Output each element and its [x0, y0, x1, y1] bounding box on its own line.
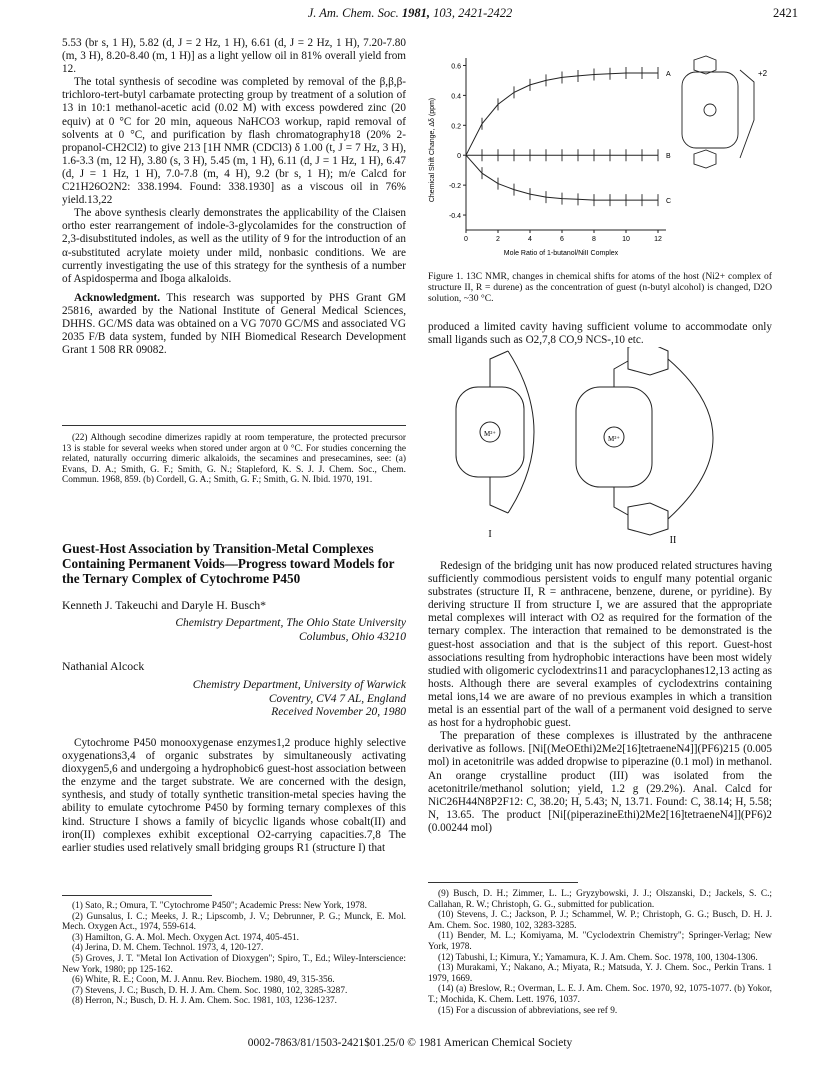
series-label: C	[666, 198, 672, 206]
acknowledgment-heading: Acknowledgment.	[74, 291, 161, 304]
y-tick-label: 0	[457, 153, 461, 161]
series-label: A	[666, 70, 671, 78]
linker-top	[614, 361, 628, 387]
footnote: (2) Gunsalus, I. C.; Meeks, J. R.; Lipscomb, J. V.; Debrunner, P. G.; Munck, E. Mol. Mech. Oxygen Act., 1974, 559-614.	[62, 911, 406, 933]
footnote: (22) Although secodine dimerizes rapidly at room temperature, the protected precursor 13 is stable for several weeks when stored under argon at 0 °C. For studies concerning the related, naturally occurring dimeric alkaloids, the secamines and presecamines, see: (a) Evans, D. A.; Smith, G. F.; Smith, G. N.; Stapleford, K. S. J. J. Chem. Soc., Chem. Commun. 1968, 859. (b) Cordell, G. A.; Smith, G. F.; Smith, G. N. Ibid. 1970, 191.	[62, 433, 406, 486]
macrocycle-ring	[682, 72, 738, 148]
footnote: (6) White, R. E.; Coon, M. J. Annu. Rev. Biochem. 1980, 49, 315-356.	[72, 975, 335, 986]
paragraph: Cytochrome P450 monooxygenase enzymes1,2 produce highly selective oxygenations3,4 of organic substrates by simultaneously activating dioxygen5,6 and undergoing a hydrophobic6 guest-host association between the enzyme and the target substrate. We are concerned with the design, synthesis, and study of totally synthetic transition-metal species having the ability to emulate cytochrome P450 by forming ternary complexes of this kind. Structure I shows a family of bicyclic ligands whose cobalt(II) and iron(II) complexes exhibit exceptional O2-carrying capacities.7,8 The earlier studies used relatively small bridging groups R1 (structure I) that	[62, 737, 406, 854]
nickel-center	[704, 104, 716, 116]
charge-label: +2	[758, 69, 768, 78]
x-tick-label: 10	[622, 236, 630, 243]
paragraph: Redesign of the bridging unit has now produced related structures having sufficiently commodious persistent voids to engulf many potential organic substrates (structure II, R = anthracene, benzene, durene, or pyridine). By deriving structure II from structure I, we are assured that the appropriate metal complexes will interact with O2 as required for the formation of the ternary complex. The interaction that remained to be demonstrated is the guest-host association and that is the subject of this report. Guest-host associations resulting from hydrophobic interactions have been most widely studied with oligomeric cyclodextrins11 and paracyclophanes12,13 acting as hosts. Although there are several examples of cyclodextrins containing metal ions,14 we are aware of no previous examples in which a transition metal is an essential part of the wall of a permanent void designed to serve as host for a hydrophobic guest.	[428, 560, 772, 730]
piperazine-top	[628, 347, 668, 375]
structure-I-label: I	[488, 529, 492, 540]
page-header	[0, 2, 820, 24]
y-tick-label: 0.6	[451, 63, 461, 71]
journal-citation	[0, 6, 820, 21]
bridging-group-R1	[508, 351, 534, 513]
journal-name: J. Am. Chem. Soc.	[307, 6, 399, 20]
footnote: (4) Jerina, D. M. Chem. Technol. 1973, 4, 120-127.	[72, 943, 264, 954]
footnote: (7) Stevens, J. C.; Busch, D. H. J. Am. Chem. Soc. 1980, 102, 3285-3287.	[72, 985, 348, 996]
footnote: (15) For a discussion of abbreviations, see ref 9.	[438, 1005, 618, 1016]
metal-label-II: M²⁺	[607, 435, 621, 443]
paragraph: The total synthesis of secodine was completed by removal of the β,β,β-trichloro-tert-butyl carbamate protecting group by treatment of a solution of 13 in 10:1 methanol-acetic acid (0.02 M) with excess powdered zinc (20 equiv) at 0 °C for 20 min, aqueous NaHCO3 workup, rapid removal of solvents at 0 °C, and purification by flash chromatography18 (20% 2-propanol-CH2Cl2) to give 213 [1H NMR (CDCl3) δ 1.00 (t, J = 7 Hz, 3 H), 1.6-3.3 (m, 12 H), 3.80 (s, 3 H), 5.45 (m, 1 H), 6.11 (d, J = 1 Hz, 1 H), 6.47 (d, J = 1 Hz, 1 H), 7.0-7.8 (m, 4 H), 9.2 (br s, 1 H); m/e Calcd for C21H26O2N2: 338.1994. Found: 338.1930] as a viscous oil in 76% yield.13,22	[62, 76, 406, 207]
paragraph: produced a limited cavity having sufficient volume to accommodate only small ligands such as O2,7,8 CO,9 NCS-,10 etc.	[428, 321, 772, 347]
figure-1-chart	[428, 50, 772, 260]
x-tick-label: 2	[496, 236, 500, 243]
paragraph: The above synthesis clearly demonstrates the applicability of the Claisen ortho ester rearrangement of indole-3-glycolamides for the construction of 2,3-disubstituted indoles, as well as the utility of 9 for the introduction of an α-substituted acrylate moiety under mild, nonbasic conditions. We are currently investigating the use of this strategy for the synthesis of a number of Aspidosperma and Iboga alkaloids.	[62, 207, 406, 285]
bridge-arm-bottom	[490, 477, 508, 513]
page-number: 2421	[773, 6, 798, 20]
paragraph: 5.53 (br s, 1 H), 5.82 (d, J = 2 Hz, 1 H), 6.61 (d, J = 2 Hz, 1 H), 7.20-7.80 (m, 3 H), 8.20-8.40 (m, 1 H)] as a light yellow oil in 81% overall yield from 12.	[62, 37, 406, 76]
footnote-divider	[62, 895, 212, 896]
journal-year: 1981,	[401, 6, 431, 20]
y-tick-label: -0.4	[448, 213, 461, 221]
x-tick-label: 12	[654, 236, 662, 243]
journal-pages: 2421-2422	[458, 6, 513, 20]
metal-label-I: M²⁺	[483, 430, 497, 438]
structures-figure	[428, 347, 772, 547]
structure-II-label: II	[669, 535, 677, 546]
x-tick-label: 4	[528, 236, 532, 243]
affiliation-line: Columbus, Ohio 43210	[298, 630, 406, 643]
bridge-arm-top	[490, 351, 508, 387]
y-tick-label: -0.2	[448, 183, 461, 191]
y-tick-label: 0.2	[451, 123, 461, 131]
series-label: B	[666, 153, 671, 161]
figure-1-caption: Figure 1. 13C NMR, changes in chemical shifts for atoms of the host (Ni2+ complex of structure II, R = durene) as the concentration of guest (n-butyl alcohol) is changed, D2O solution, ~30 °C.	[428, 271, 772, 304]
paragraph: The preparation of these complexes is illustrated by the anthracene derivative as follows. [Ni[(MeOEthi)2Me2[16]tetraeneN4]](PF6)215 (0.005 mol) in acetonitrile was added dropwise to piperazine (0.1 mol) in methanol. An orange crystalline product (III) was isolated from the acetonitrile/methanol solution; yield, 1.2 g (29.2%). Anal. Calcd for NiC26H44N8P2F12: C, 38.20; H, 5.43; N, 13.71. Found: C, 38.14; H, 5.58; N, 13.65. The product [Ni[(piperazineEthi)2Me2[16]tetraeneN4]](PF6)2 (0.00244 mol)	[428, 730, 772, 834]
affiliation-1	[62, 617, 406, 644]
bridging-group-R	[668, 359, 713, 519]
x-tick-label: 6	[560, 236, 564, 243]
affiliation-2	[62, 679, 406, 720]
footnote-divider	[62, 425, 406, 426]
bridge-group	[740, 70, 754, 158]
right-footnotes	[428, 889, 772, 1016]
x-axis-label: Mole Ratio of 1-butanol/NiII Complex	[503, 250, 619, 257]
article-title: Guest-Host Association by Transition-Metal Complexes Containing Permanent Voids—Progress toward Models for the Ternary Complex of Cytochrome P450	[62, 541, 395, 586]
series-line-a	[466, 73, 658, 155]
received-date: Received November 20, 1980	[271, 706, 406, 718]
footnote: (9) Busch, D. H.; Zimmer, L. L.; Gryzybowski, J. J.; Olszanski, D.; Jackels, S. C.; Callahan, R. W.; Christoph, G. G., submitted for publication.	[428, 889, 772, 910]
x-tick-label: 0	[464, 236, 468, 243]
y-axis-label: Chemical Shift Change, Δδ (ppm)	[429, 97, 436, 203]
left-column-top	[62, 37, 406, 357]
article-body-left	[62, 737, 406, 855]
piperazine-ring-top	[694, 56, 716, 74]
inset-structure	[682, 56, 754, 168]
author-2: Nathanial Alcock	[62, 659, 145, 673]
article-body-right	[428, 560, 772, 835]
page-footer: 0002-7863/81/1503-2421$01.25/0 © 1981 American Chemical Society	[247, 1037, 573, 1049]
footnote: (13) Murakami, Y.; Nakano, A.; Miyata, R.; Matsuda, Y. J. Chem. Soc., Perkin Trans. 1 1979, 1669.	[428, 963, 772, 984]
piperazine-ring-bottom	[694, 150, 716, 168]
footnote: (14) (a) Breslow, R.; Overman, L. E. J. Am. Chem. Soc. 1970, 92, 1075-1077. (b) Yokor, T.; Mochida, K. Chem. Lett. 1976, 1037.	[428, 984, 772, 1005]
footnote: (1) Sato, R.; Omura, T. "Cytochrome P450"; Academic Press: New York, 1978.	[72, 901, 367, 911]
right-para	[428, 321, 772, 347]
footnote: (8) Herron, N.; Busch, D. H. J. Am. Chem. Soc. 1981, 103, 1236-1237.	[72, 996, 337, 1007]
affiliation-line: Coventry, CV4 7 AL, England	[268, 692, 406, 705]
authors: Kenneth J. Takeuchi and Daryle H. Busch*	[62, 598, 267, 612]
acknowledgment	[62, 292, 406, 357]
affiliation-line: Chemistry Department, The Ohio State University	[175, 617, 406, 629]
footnote: (10) Stevens, J. C.; Jackson, P. J.; Schammel, W. P.; Christoph, G. G.; Busch, D. H. J. Am. Chem. Soc. 1980, 102, 3283-3285.	[428, 910, 772, 931]
footnote: (11) Bender, M. L.; Komiyama, M. "Cyclodextrin Chemistry"; Springer-Verlag; New York, 1978.	[428, 931, 772, 952]
acknowledgment-text: This research was supported by PHS Grant GM 25816, awarded by the National Institute of General Medical Sciences, DHHS. GC/MS data was obtained on a VG 7070 GC/MS and associated VG 2035 F/B data system, funded by NIH Biomedical Research Development Grant 1 508 RR 09082.	[62, 291, 406, 357]
piperazine-bottom	[628, 503, 668, 535]
chart-plot-area	[449, 58, 671, 243]
journal-volume: 103,	[433, 6, 456, 20]
footnote: (3) Hamilton, G. A. Mol. Mech. Oxygen Act. 1974, 405-451.	[72, 932, 299, 943]
footnote-22-block	[62, 433, 406, 486]
linker-bottom	[614, 487, 628, 515]
x-tick-label: 8	[592, 236, 596, 243]
affiliation-line: Chemistry Department, University of Warwick	[192, 679, 406, 691]
structure-II	[576, 347, 713, 535]
left-footnotes	[62, 901, 406, 1007]
footnote: (12) Tabushi, I.; Kimura, Y.; Yamamura, K. J. Am. Chem. Soc. 1978, 100, 1304-1306.	[438, 952, 758, 963]
footnote-divider	[428, 882, 578, 883]
footnote: (5) Groves, J. T. "Metal Ion Activation of Dioxygen"; Spiro, T., Ed.; Wiley-Interscience: New York, 1980; pp 125-162.	[62, 953, 406, 975]
y-tick-label: 0.4	[451, 93, 461, 101]
